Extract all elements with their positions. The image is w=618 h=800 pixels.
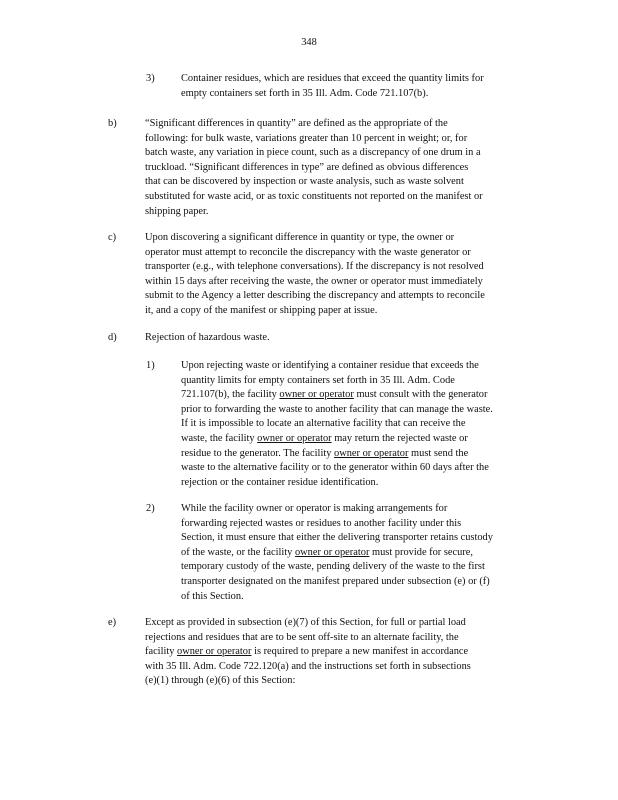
paragraph-d1: [181, 359, 536, 490]
text-line: [181, 87, 536, 102]
text-segment: of this Section.: [181, 590, 244, 602]
item-label: e): [108, 617, 117, 628]
underlined-amendment: owner or operator: [279, 389, 354, 401]
paragraph-d: [145, 331, 536, 346]
text-segment: Container residues, which are residues that exceed the quantity limits for: [181, 73, 484, 84]
text-line: [145, 331, 536, 346]
underlined-amendment: owner or operator: [334, 447, 409, 459]
paragraph-item-3: [181, 72, 536, 101]
text-segment: rejection or the container residue identification.: [181, 476, 379, 488]
text-segment: is required to prepare a new manifest in accordance: [251, 646, 469, 658]
text-segment: of the waste, or the facility: [181, 546, 295, 558]
text-segment: operator must attempt to reconcile the discrepancy with the waste generator or: [145, 246, 471, 258]
item-label: d): [108, 332, 117, 343]
text-line: [181, 374, 536, 389]
text-segment: Rejection of hazardous waste.: [145, 332, 270, 343]
text-line: [145, 631, 536, 646]
text-line: [145, 161, 536, 176]
text-line: [145, 660, 536, 675]
text-line: [145, 175, 536, 190]
paragraph-d2: [181, 502, 536, 604]
text-segment: must send the: [408, 447, 469, 459]
text-segment: Except as provided in subsection (e)(7) of this Section, for full or partial load: [145, 617, 466, 628]
text-line: [145, 190, 536, 205]
text-segment: Upon rejecting waste or identifying a container residue that exceeds the: [181, 360, 479, 371]
text-line: [145, 275, 536, 290]
text-segment: rejections and residues that are to be sent off-site to an alternate facility, the: [145, 631, 459, 643]
text-line: [181, 417, 536, 432]
text-line: [181, 432, 536, 447]
text-segment: may return the rejected waste or: [331, 432, 468, 444]
paragraph-b: [145, 117, 536, 219]
text-line: [145, 289, 536, 304]
text-segment: following: for bulk waste, variations greater than 10 percent in weight; or, for: [145, 132, 468, 144]
text-line: [181, 546, 536, 561]
item-label: b): [108, 118, 117, 129]
text-segment: Section, it must ensure that either the delivering transporter retains custody: [181, 532, 493, 544]
text-segment: temporary custody of the waste, pending delivery of the waste to the first: [181, 561, 485, 573]
text-line: [145, 231, 536, 246]
text-segment: must provide for secure,: [369, 546, 473, 558]
text-segment: Upon discovering a significant difference in quantity or type, the owner or: [145, 232, 455, 243]
text-segment: empty containers set forth in 35 Ill. Adm. Code 721.107(b).: [181, 87, 429, 99]
text-line: [145, 304, 536, 319]
text-line: [181, 517, 536, 532]
text-line: [145, 246, 536, 261]
item-label: 3): [146, 73, 155, 84]
text-segment: “Significant differences in quantity” are defined as the appropriate of the: [145, 118, 448, 129]
text-line: [181, 560, 536, 575]
item-label: 2): [146, 503, 155, 514]
text-segment: with 35 Ill. Adm. Code 722.120(a) and the instructions set forth in subsections: [145, 660, 471, 672]
text-segment: it, and a copy of the manifest or shipping paper at issue.: [145, 304, 378, 316]
text-segment: waste to the alternative facility or to the generator within 60 days after the: [181, 462, 489, 474]
text-line: [181, 590, 536, 605]
text-line: [181, 447, 536, 462]
page-number: 348: [301, 37, 317, 48]
text-segment: must consult with the generator: [353, 389, 488, 401]
underlined-amendment: owner or operator: [257, 432, 332, 444]
text-segment: waste, the facility: [181, 432, 258, 444]
text-segment: substituted for waste acid, or as toxic constituents not reported on the manifest or: [145, 190, 483, 202]
text-segment: shipping paper.: [145, 205, 209, 217]
text-segment: that can be discovered by inspection or waste analysis, such as waste solvent: [145, 176, 464, 188]
text-segment: facility: [145, 646, 178, 658]
text-line: [145, 132, 536, 147]
item-label: c): [108, 232, 117, 243]
text-line: [181, 72, 536, 87]
text-segment: If it is impossible to locate an alternative facility that can receive the: [181, 418, 466, 430]
text-segment: (e)(1) through (e)(6) of this Section:: [145, 675, 296, 687]
text-segment: within 15 days after receiving the waste, the owner or operator must immediately: [145, 275, 483, 287]
text-segment: transporter designated on the manifest prepared under subsection (e) or (f): [181, 575, 490, 587]
text-segment: residue to the generator. The facility: [181, 447, 335, 459]
text-segment: 721.107(b), the facility: [181, 389, 280, 401]
text-segment: prior to forwarding the waste to another facility that can manage the waste.: [181, 403, 493, 415]
paragraph-e: [145, 616, 536, 689]
text-line: [181, 388, 536, 403]
text-line: [181, 359, 536, 374]
text-line: [145, 205, 536, 220]
text-segment: forwarding rejected wastes or residues to another facility under this: [181, 517, 462, 529]
text-segment: transporter (e.g., with telephone conversations). If the discrepancy is not resolved: [145, 261, 484, 273]
text-segment: While the facility owner or operator is making arrangements for: [181, 503, 448, 514]
text-line: [181, 502, 536, 517]
text-line: [145, 645, 536, 660]
text-line: [145, 674, 536, 689]
text-segment: truckload. “Significant differences in type” are defined as obvious differences: [145, 161, 469, 173]
text-line: [181, 531, 536, 546]
text-line: [181, 403, 536, 418]
text-segment: batch waste, any variation in piece count, such as a discrepancy of one drum in a: [145, 147, 481, 159]
text-line: [145, 117, 536, 132]
text-line: [181, 575, 536, 590]
text-line: [145, 616, 536, 631]
text-segment: submit to the Agency a letter describing the discrepancy and attempts to reconcile: [145, 290, 485, 302]
underlined-amendment: owner or operator: [294, 546, 370, 558]
text-line: [181, 461, 536, 476]
paragraph-c: [145, 231, 536, 319]
text-line: [145, 260, 536, 275]
underlined-amendment: owner or operator: [177, 646, 252, 658]
text-segment: quantity limits for empty containers set forth in 35 Ill. Adm. Code: [181, 374, 455, 386]
text-line: [181, 476, 536, 491]
item-label: 1): [146, 360, 155, 371]
text-line: [145, 146, 536, 161]
